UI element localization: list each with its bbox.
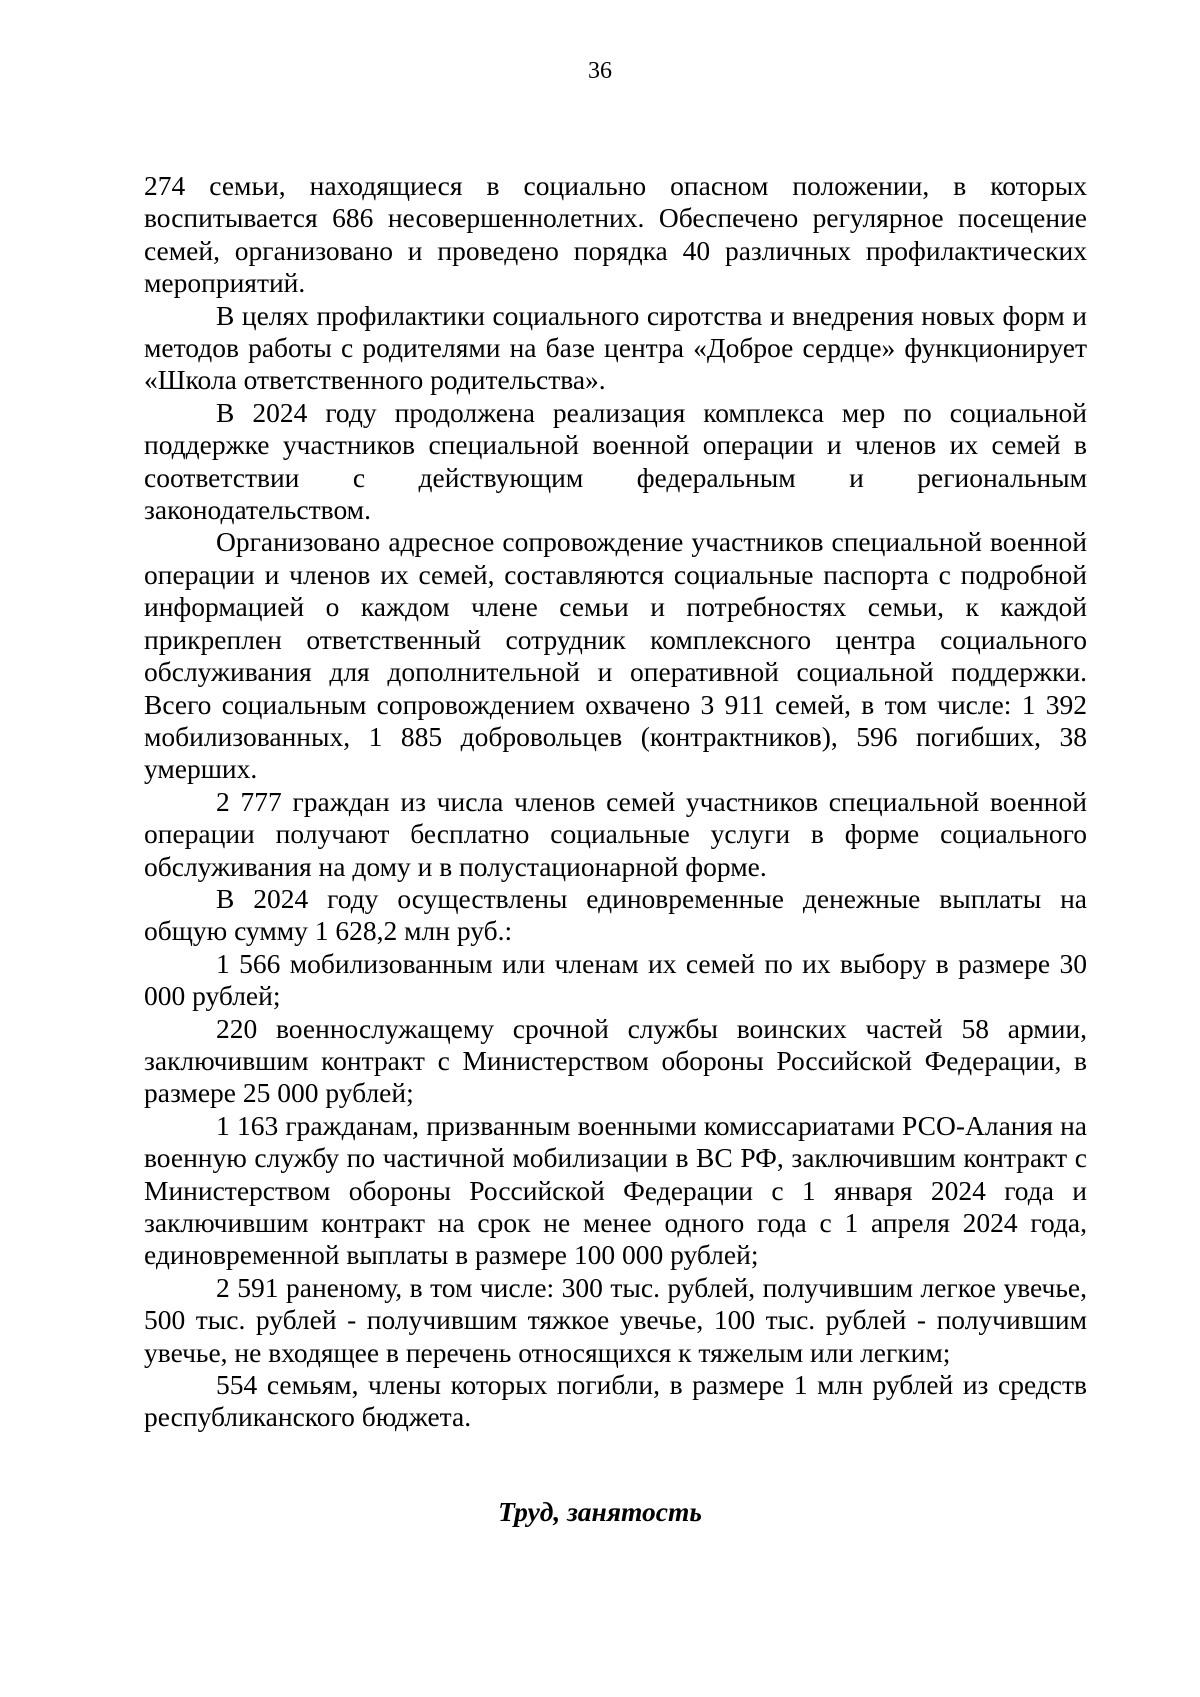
page-number: 36 — [588, 58, 612, 84]
payment-item: 220 военнослужащему срочной службы воинских частей 58 армии, заключившим контракт с Министерством обороны Российской Федерации, в размере 25 000 рублей; — [144, 1012, 1087, 1109]
paragraph: 2 777 граждан из числа членов семей участников специальной военной операции получают бесплатно социальные услуги в форме социального обслуживания на дому и в полустационарной форме. — [144, 785, 1087, 882]
paragraph: Организовано адресное сопровождение участников специальной военной операции и членов их семей, составляются социальные паспорта с подробной информацией о каждом члене семьи и потребностях семьи, к каждой прикреплен ответственный сотрудник комплексного центра социального обслуживания для дополнительной и оперативной социальной поддержки. Всего социальным сопровождением охвачено 3 911 семей, в том числе: 1 392 мобилизованных, 1 885 добровольцев (контрактников), 596 погибших, 38 умерших. — [144, 526, 1087, 785]
payment-item: 1 163 гражданам, призванным военными комиссариатами РСО-Алания на военную службу по частичной мобилизации в ВС РФ, заключившим контракт с Министерством обороны Российской Федерации с 1 января 2024 года и заключившим контракт на срок не менее одного года с 1 апреля 2024 года, единовременной выплаты в размере 100 000 рублей; — [144, 1109, 1087, 1271]
payment-item: 554 семьям, члены которых погибли, в размере 1 млн рублей из средств республиканского бюджета. — [144, 1369, 1087, 1433]
section-heading: Труд, занятость — [498, 1496, 702, 1527]
payment-item: 2 591 раненому, в том числе: 300 тыс. рублей, получившим легкое увечье, 500 тыс. рублей - получившим тяжкое увечье, 100 тыс. рублей - получившим увечье, не входящее в перечень относящихся к тяжелым или легким; — [144, 1271, 1087, 1368]
paragraph: В целях профилактики социального сиротства и внедрения новых форм и методов работы с родителями на базе центра «Доброе сердце» функционирует «Школа ответственного родительства». — [144, 299, 1087, 396]
paragraph: 274 семьи, находящиеся в социально опасном положении, в которых воспитывается 686 несовершеннолетних. Обеспечено регулярное посещение семей, организовано и проведено порядка 40 различных профилактических мероприятий. — [144, 170, 1087, 299]
paragraph: В 2024 году осуществлены единовременные денежные выплаты на общую сумму 1 628,2 млн руб.: — [144, 882, 1087, 947]
payment-item: 1 566 мобилизованным или членам их семей по их выбору в размере 30 000 рублей; — [144, 947, 1087, 1012]
body-text — [144, 170, 1087, 1434]
paragraph: В 2024 году продолжена реализация комплекса мер по социальной поддержке участников специальной военной операции и членов их семей в соответствии с действующим федеральным и региональным законодательством. — [144, 396, 1087, 526]
